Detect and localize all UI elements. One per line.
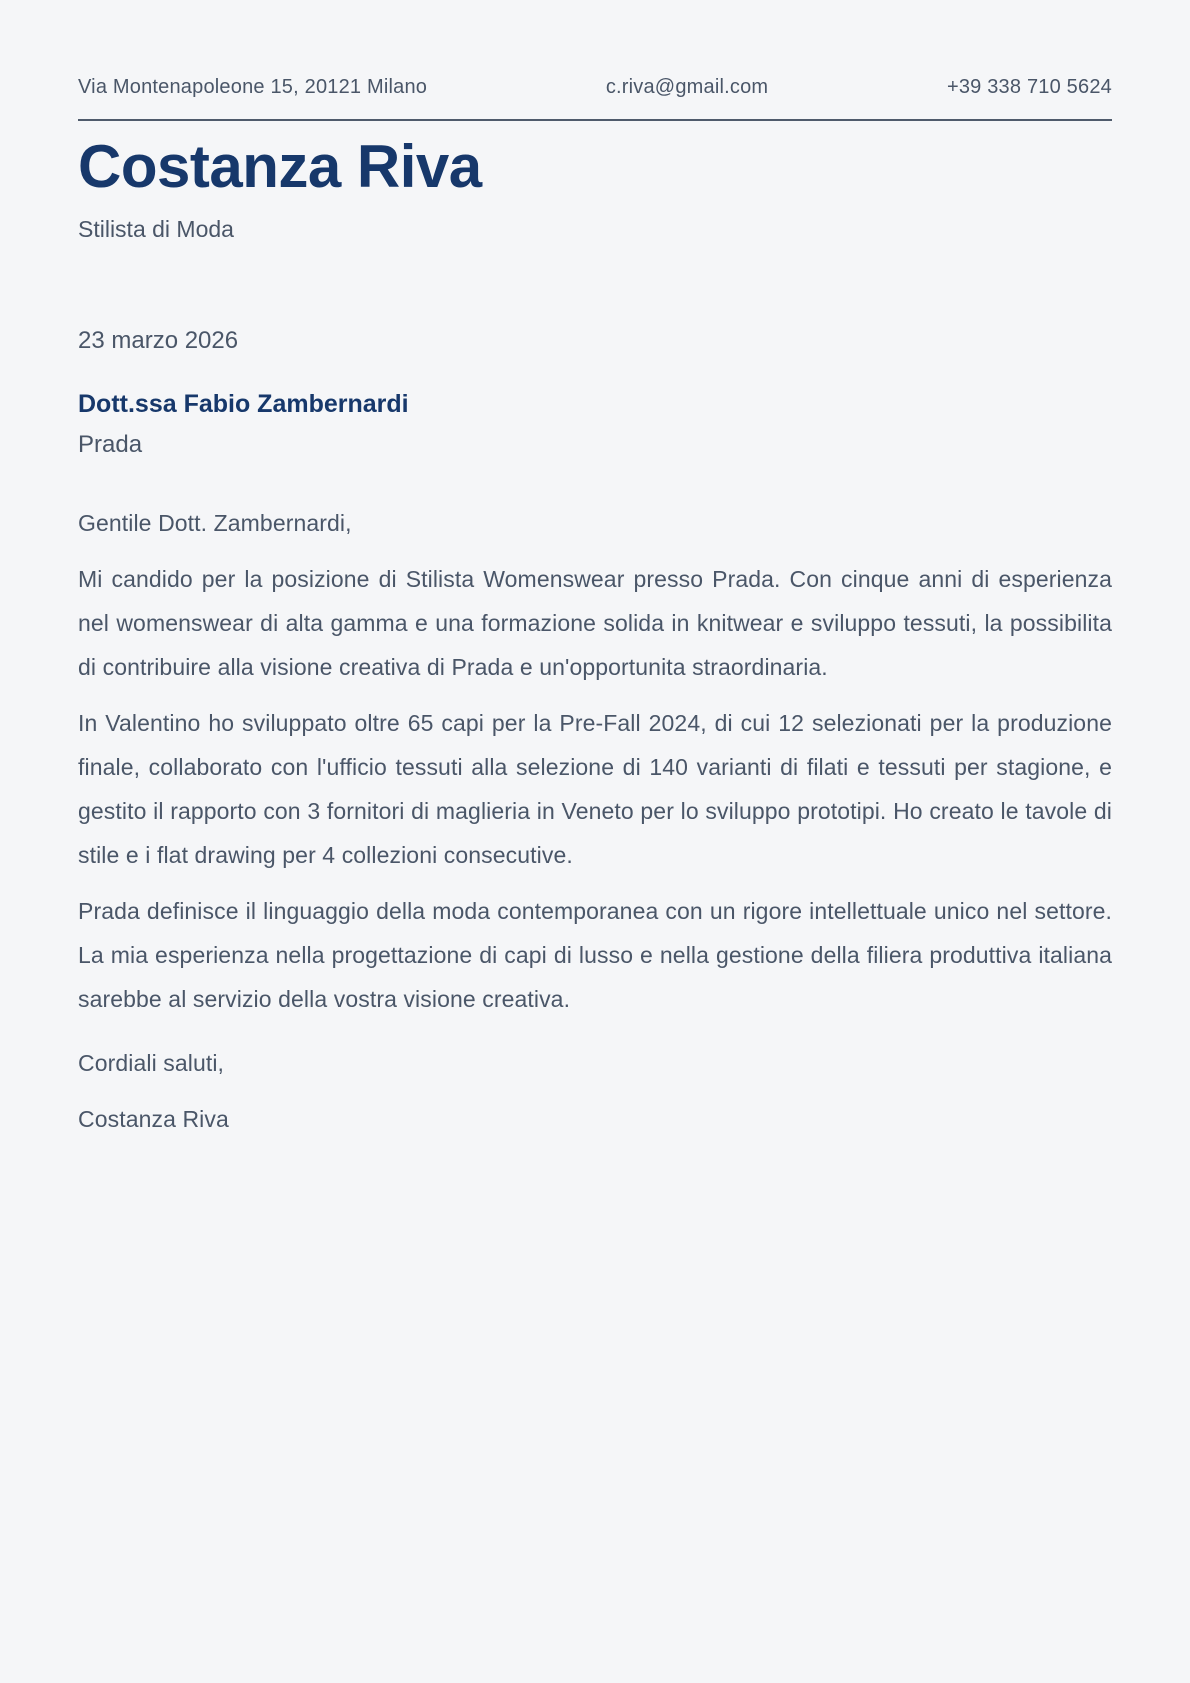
recipient-company: Prada xyxy=(78,430,143,458)
letter-paragraph: Mi candido per la posizione di Stilista Womenswear presso Prada. Con cinque anni di esperienza nel womenswear di alta gamma e una formazione solida in knitwear e sviluppo tessuti, la possibilita di contribuire alla visione creativa di Prada e un'opportunita straordinaria. xyxy=(78,565,1112,680)
letter-body xyxy=(78,501,1112,1141)
header-divider xyxy=(78,119,1112,121)
letter-paragraph: Prada definisce il linguaggio della moda contemporanea con un rigore intellettuale unico nel settore. La mia esperienza nella progettazione di capi di lusso e nella gestione della filiera produttiva italiana sarebbe al servizio della vostra visione creativa. xyxy=(78,897,1112,1012)
letter-greeting: Gentile Dott. Zambernardi, xyxy=(78,509,352,536)
letter-closing: Cordiali saluti, xyxy=(78,1049,225,1076)
letter-date: 23 marzo 2026 xyxy=(78,326,239,354)
job-title: Stilista di Moda xyxy=(78,215,234,242)
page-title: Costanza Riva xyxy=(78,133,482,200)
contact-phone: +39 338 710 5624 xyxy=(946,76,1112,98)
letter-paragraph: In Valentino ho sviluppato oltre 65 capi per la Pre-Fall 2024, di cui 12 selezionati per la produzione finale, collaborato con l'ufficio tessuti alla selezione di 140 varianti di filati e tessuti per stagione, e gestito il rapporto con 3 fornitori di maglieria in Veneto per lo sviluppo prototipi. Ho creato le tavole di stile e i flat drawing per 4 collezioni consecutive. xyxy=(78,709,1112,868)
contact-header xyxy=(78,76,1112,99)
letter-signature: Costanza Riva xyxy=(78,1105,229,1132)
contact-email: c.riva@gmail.com xyxy=(605,76,769,98)
recipient-name: Dott.ssa Fabio Zambernardi xyxy=(78,389,409,418)
contact-address: Via Montenapoleone 15, 20121 Milano xyxy=(78,76,428,98)
